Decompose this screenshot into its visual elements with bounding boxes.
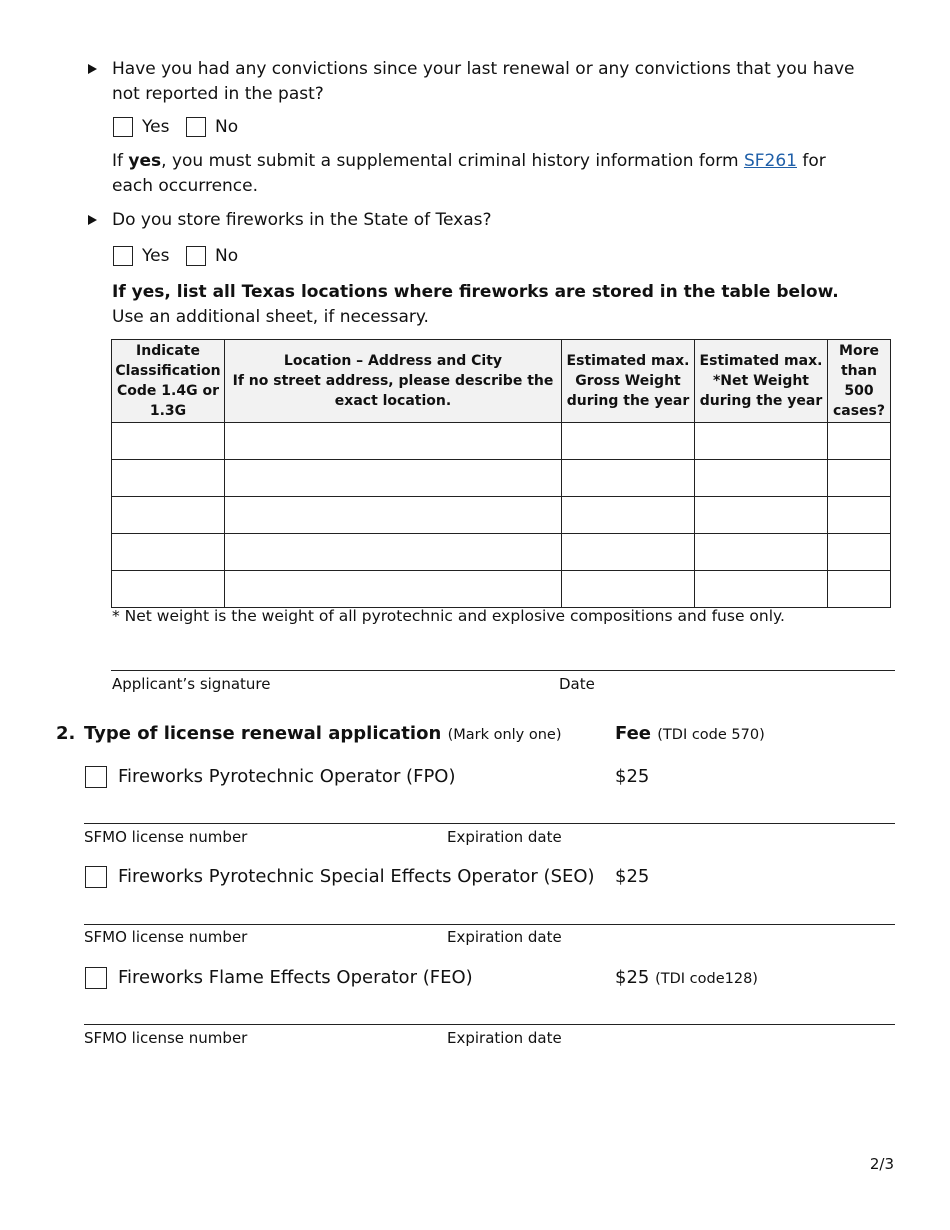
classification-cell[interactable]	[112, 460, 225, 497]
header-location-subtitle: If no street address, please describe the exact location.	[232, 373, 554, 409]
cases-cell[interactable]	[828, 534, 891, 571]
table-header-row	[112, 340, 891, 423]
storage-locations-table	[111, 339, 891, 608]
convictions-question: Have you had any convictions since your last renewal or any convictions that you have not reported in the past?	[112, 59, 855, 104]
seo-label: Fireworks Pyrotechnic Special Effects Operator (SEO)	[118, 866, 595, 887]
fee-label: Fee	[615, 723, 651, 744]
storage-no-checkbox[interactable]	[186, 246, 206, 266]
fpo-license-label: SFMO license number	[84, 828, 248, 846]
instructions-bold: If yes, list all Texas locations where fireworks are stored in the table below.	[112, 282, 839, 302]
fpo-license-line[interactable]	[84, 823, 895, 824]
location-cell[interactable]	[225, 571, 562, 608]
section-title	[84, 723, 562, 746]
date-label: Date	[559, 675, 595, 693]
feo-label: Fireworks Flame Effects Operator (FEO)	[118, 967, 473, 988]
fpo-fee: $25	[615, 766, 650, 787]
page-number: 2/3	[869, 1155, 894, 1173]
table-row	[112, 497, 891, 534]
note-middle: , you must submit a supplemental criminal history information form	[161, 151, 744, 171]
convictions-yes-label: Yes	[142, 117, 170, 137]
note-prefix: If	[112, 151, 129, 171]
signature-line[interactable]	[111, 670, 895, 671]
classification-cell[interactable]	[112, 497, 225, 534]
feo-fee-note: (TDI code128)	[655, 971, 758, 987]
cases-cell[interactable]	[828, 571, 891, 608]
seo-expiration-label: Expiration date	[447, 928, 562, 946]
seo-license-label: SFMO license number	[84, 928, 248, 946]
bullet-arrow-icon	[88, 215, 97, 225]
storage-instructions	[112, 280, 857, 329]
header-location-title: Location – Address and City	[283, 353, 503, 369]
convictions-no-checkbox[interactable]	[186, 117, 206, 137]
convictions-note	[112, 149, 852, 198]
header-classification: Indicate Classification Code 1.4G or 1.3G	[112, 340, 225, 423]
net-weight-footnote: * Net weight is the weight of all pyrotechnic and explosive compositions and fuse only.	[112, 607, 785, 625]
note-yes-bold: yes	[128, 151, 162, 171]
convictions-no-label: No	[215, 117, 239, 137]
classification-cell[interactable]	[112, 571, 225, 608]
storage-no-label: No	[215, 246, 239, 266]
gross-weight-cell[interactable]	[562, 534, 695, 571]
section-title-note: (Mark only one)	[447, 727, 562, 743]
net-weight-cell[interactable]	[695, 571, 828, 608]
location-cell[interactable]	[225, 497, 562, 534]
seo-fee: $25	[615, 866, 650, 887]
sf261-link[interactable]: SF261	[743, 151, 797, 171]
net-weight-cell[interactable]	[695, 460, 828, 497]
feo-license-label: SFMO license number	[84, 1029, 248, 1047]
feo-fee: $25	[615, 967, 650, 988]
feo-checkbox[interactable]	[85, 967, 107, 989]
table-row	[112, 571, 891, 608]
bullet-arrow-icon	[88, 64, 97, 74]
feo-fee-group	[615, 967, 758, 990]
fpo-label: Fireworks Pyrotechnic Operator (FPO)	[118, 766, 456, 787]
gross-weight-cell[interactable]	[562, 571, 695, 608]
cases-cell[interactable]	[828, 460, 891, 497]
instructions-rest: Use an additional sheet, if necessary.	[112, 306, 429, 327]
table-row	[112, 534, 891, 571]
storage-yes-checkbox[interactable]	[113, 246, 133, 266]
storage-yes-label: Yes	[142, 246, 170, 266]
header-gross-weight: Estimated max. Gross Weight during the year	[562, 340, 695, 423]
header-net-weight: Estimated max. *Net Weight during the year	[695, 340, 828, 423]
classification-cell[interactable]	[112, 534, 225, 571]
fee-note: (TDI code 570)	[657, 727, 765, 743]
net-weight-cell[interactable]	[695, 497, 828, 534]
feo-expiration-label: Expiration date	[447, 1029, 562, 1047]
table-row	[112, 460, 891, 497]
net-weight-cell[interactable]	[695, 423, 828, 460]
cases-cell[interactable]	[828, 423, 891, 460]
seo-checkbox[interactable]	[85, 866, 107, 888]
header-location	[225, 340, 562, 423]
signature-label: Applicant’s signature	[112, 675, 271, 693]
header-cases: More than 500 cases?	[828, 340, 891, 423]
gross-weight-cell[interactable]	[562, 460, 695, 497]
location-cell[interactable]	[225, 423, 562, 460]
section-title-text: Type of license renewal application	[84, 723, 442, 744]
seo-license-line[interactable]	[84, 924, 895, 925]
note-suffix: for each occurrence.	[112, 151, 826, 196]
fpo-expiration-label: Expiration date	[447, 828, 562, 846]
fpo-checkbox[interactable]	[85, 766, 107, 788]
fee-heading	[615, 723, 765, 746]
gross-weight-cell[interactable]	[562, 423, 695, 460]
gross-weight-cell[interactable]	[562, 497, 695, 534]
convictions-yes-checkbox[interactable]	[113, 117, 133, 137]
location-cell[interactable]	[225, 460, 562, 497]
feo-license-line[interactable]	[84, 1024, 895, 1025]
location-cell[interactable]	[225, 534, 562, 571]
table-row	[112, 423, 891, 460]
storage-question: Do you store fireworks in the State of Texas?	[112, 210, 492, 230]
cases-cell[interactable]	[828, 497, 891, 534]
classification-cell[interactable]	[112, 423, 225, 460]
net-weight-cell[interactable]	[695, 534, 828, 571]
section-number: 2.	[56, 723, 76, 744]
